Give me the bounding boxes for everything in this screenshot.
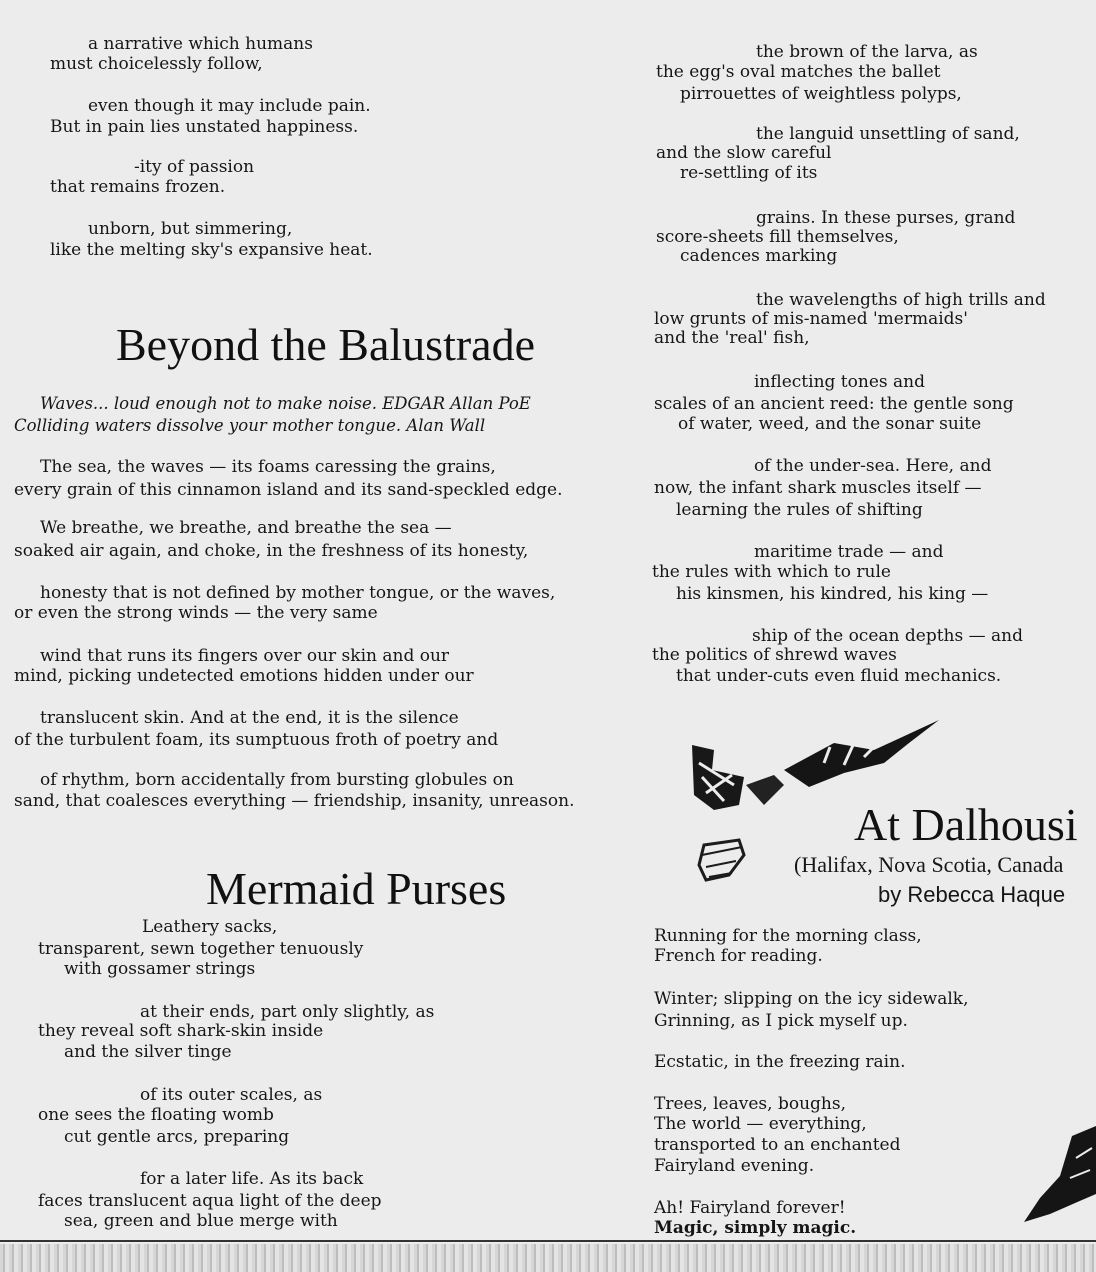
poem-line: they reveal soft shark-skin inside bbox=[38, 1021, 324, 1041]
poem-line: low grunts of mis-named 'mermaids' bbox=[654, 309, 968, 329]
poem-line: But in pain lies unstated happiness. bbox=[50, 117, 359, 137]
poem-line: The world — everything, bbox=[654, 1114, 867, 1134]
poem-line: must choicelessly follow, bbox=[50, 54, 263, 74]
poem-line: soaked air again, and choke, in the freshness of its honesty, bbox=[14, 541, 529, 561]
poem-line: transparent, sewn together tenuously bbox=[38, 939, 364, 959]
dalhousie-title: At Dalhousi bbox=[854, 799, 1078, 850]
poem-line: of rhythm, born accidentally from bursting globules on bbox=[40, 770, 514, 790]
poem-line: and the 'real' fish, bbox=[654, 328, 810, 348]
poem-line: the brown of the larva, as bbox=[756, 42, 978, 62]
poem-line: -ity of passion bbox=[134, 157, 255, 177]
footer-band bbox=[0, 1244, 1096, 1272]
poem-line: wind that runs its fingers over our skin and our bbox=[40, 646, 450, 666]
poem-line: the egg's oval matches the ballet bbox=[656, 62, 941, 82]
poem-line: one sees the floating womb bbox=[38, 1105, 274, 1125]
poem-line: translucent skin. And at the end, it is the silence bbox=[40, 708, 459, 728]
poem-line: at their ends, part only slightly, as bbox=[140, 1002, 435, 1022]
poem-line: like the melting sky's expansive heat. bbox=[50, 240, 373, 260]
poem-line: Fairyland evening. bbox=[654, 1156, 815, 1176]
poem-line: maritime trade — and bbox=[754, 542, 944, 562]
poem-line: sea, green and blue merge with bbox=[64, 1211, 338, 1231]
poem-line: for a later life. As its back bbox=[140, 1169, 364, 1189]
poem-line: transported to an enchanted bbox=[654, 1135, 901, 1155]
poem-line: that remains frozen. bbox=[50, 177, 226, 197]
poem-line: the rules with which to rule bbox=[652, 562, 891, 582]
poem-line: the politics of shrewd waves bbox=[652, 645, 897, 665]
wing-illustration bbox=[1020, 1118, 1096, 1232]
dalhousie-subtitle: (Halifax, Nova Scotia, Canada bbox=[794, 852, 1064, 877]
poem-line: mind, picking undetected emotions hidden under our bbox=[14, 666, 474, 686]
poem-line: scales of an ancient reed: the gentle song bbox=[654, 394, 1014, 414]
poem-line: that under-cuts even fluid mechanics. bbox=[676, 666, 1002, 686]
poem-line: even though it may include pain. bbox=[88, 96, 371, 116]
poem-line: The sea, the waves — its foams caressing the grains, bbox=[40, 457, 496, 477]
poem-line: Magic, simply magic. bbox=[654, 1218, 857, 1238]
poem-line: cut gentle arcs, preparing bbox=[64, 1127, 290, 1147]
poem-line: We breathe, we breathe, and breathe the sea — bbox=[40, 518, 452, 538]
poem-line: honesty that is not defined by mother tongue, or the waves, bbox=[40, 583, 556, 603]
poem-line: of its outer scales, as bbox=[140, 1085, 323, 1105]
poem-line: with gossamer strings bbox=[64, 959, 256, 979]
poem-line: grains. In these purses, grand bbox=[756, 208, 1016, 228]
poem-line: Trees, leaves, boughs, bbox=[654, 1094, 846, 1114]
dalhousie-byline: by Rebecca Haque bbox=[878, 882, 1066, 907]
poem-line: the languid unsettling of sand, bbox=[756, 124, 1020, 144]
poem-line: and the slow careful bbox=[656, 143, 832, 163]
epigraph-line: Waves... loud enough not to make noise. EDGAR Allan PoE bbox=[40, 394, 531, 413]
poem-line: Leathery sacks, bbox=[142, 917, 278, 937]
mermaid-title: Mermaid Purses bbox=[206, 863, 507, 914]
poem-line: cadences marking bbox=[680, 246, 838, 266]
poem-line: of the under-sea. Here, and bbox=[754, 456, 992, 476]
poem-line: Ecstatic, in the freezing rain. bbox=[654, 1052, 906, 1072]
poem-line: his kinsmen, his kindred, his king — bbox=[676, 584, 989, 604]
poem-line: or even the strong winds — the very same bbox=[14, 603, 378, 623]
poem-line: Ah! Fairyland forever! bbox=[654, 1198, 846, 1218]
poem-line: of water, weed, and the sonar suite bbox=[678, 414, 982, 434]
poem-line: faces translucent aqua light of the deep bbox=[38, 1191, 382, 1211]
poem-line: unborn, but simmering, bbox=[88, 219, 293, 239]
balustrade-title: Beyond the Balustrade bbox=[116, 319, 536, 370]
poem-line: learning the rules of shifting bbox=[676, 500, 923, 520]
poem-line: now, the infant shark muscles itself — bbox=[654, 478, 982, 498]
poem-line: Running for the morning class, bbox=[654, 926, 922, 946]
poem-line: pirrouettes of weightless polyps, bbox=[680, 84, 962, 104]
poem-line: and the silver tinge bbox=[64, 1042, 232, 1062]
poem-line: score-sheets fill themselves, bbox=[656, 227, 899, 247]
poem-line: ship of the ocean depths — and bbox=[752, 626, 1023, 646]
poem-line: every grain of this cinnamon island and its sand-speckled edge. bbox=[14, 480, 563, 500]
epigraph-line: Colliding waters dissolve your mother tongue. Alan Wall bbox=[14, 416, 486, 435]
poem-line: of the turbulent foam, its sumptuous froth of poetry and bbox=[14, 730, 499, 750]
poem-line: re-settling of its bbox=[680, 163, 818, 183]
poem-line: Grinning, as I pick myself up. bbox=[654, 1011, 908, 1031]
poem-line: sand, that coalesces everything — friendship, insanity, unreason. bbox=[14, 791, 575, 811]
poem-line: inflecting tones and bbox=[754, 372, 925, 392]
poem-line: a narrative which humans bbox=[88, 34, 313, 54]
poem-line: Winter; slipping on the icy sidewalk, bbox=[654, 989, 969, 1009]
footer-rule bbox=[0, 1240, 1096, 1242]
poem-line: the wavelengths of high trills and bbox=[756, 290, 1046, 310]
poem-line: French for reading. bbox=[654, 946, 823, 966]
